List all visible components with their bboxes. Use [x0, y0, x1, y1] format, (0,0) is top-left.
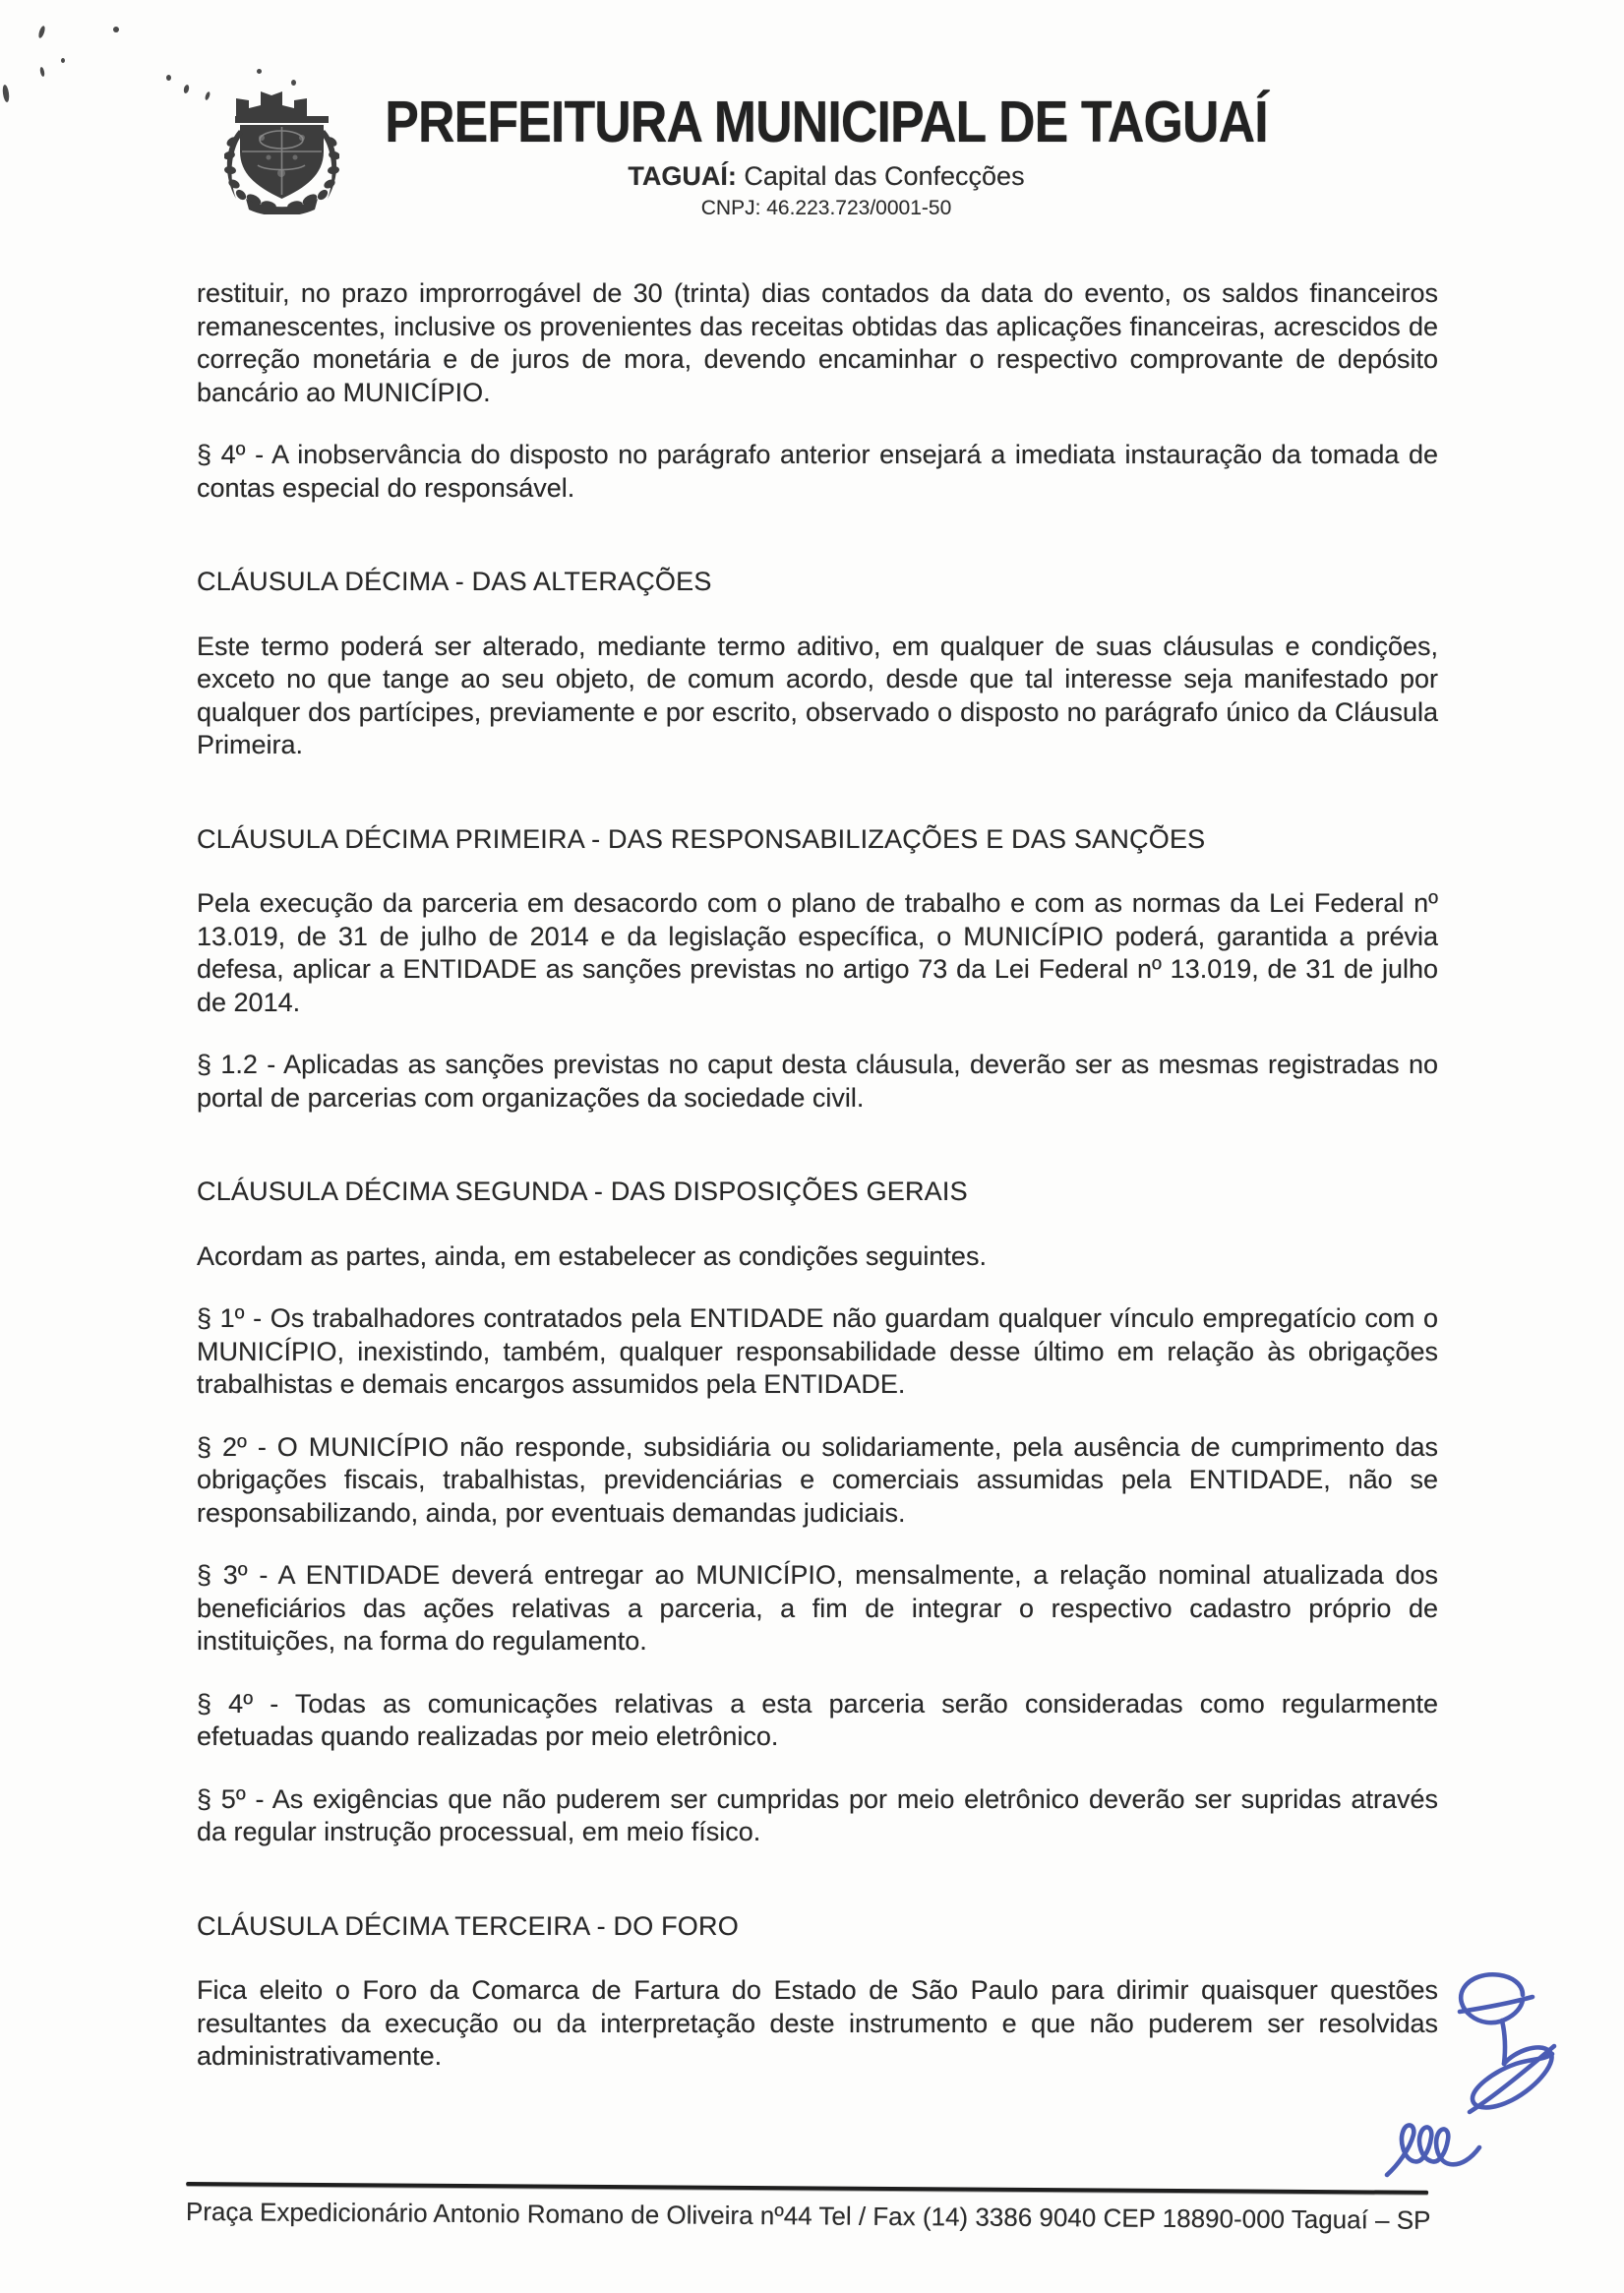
scan-speckle: [257, 69, 262, 74]
scan-speckle: [205, 91, 211, 101]
scan-speckle: [166, 75, 171, 81]
org-subtitle: [216, 161, 1436, 192]
document-body: [197, 277, 1438, 2103]
body-paragraph: § 4º - Todas as comunicações relativas a esta parceria serão consideradas como regularmente efetuadas quando realizadas por meio eletrônico.: [197, 1688, 1438, 1751]
footer-divider: [186, 2182, 1428, 2195]
scan-speckle: [183, 85, 190, 94]
org-subtitle-city: TAGUAÍ:: [628, 161, 737, 192]
body-paragraph: § 3º - A ENTIDADE deverá entregar ao MUNICÍPIO, mensalmente, a relação nominal atualizada dos beneficiários das ações relativas a parceria, a fim de integrar o respectivo cadastro próprio de instituições, na forma do regulamento.: [197, 1560, 1438, 1656]
body-paragraph: restituir, no prazo improrrogável de 30 (trinta) dias contados da data do evento, os saldos financeiros remanescentes, inclusive os provenientes das receitas obtidas das aplicações financeiras, acrescidos de correção monetária e de juros de mora, devendo encaminhar o respectivo comprovante de depósito bancário ao MUNICÍPIO.: [197, 278, 1438, 407]
clause-heading: CLÁUSULA DÉCIMA - DAS ALTERAÇÕES: [197, 567, 712, 596]
signature-scribble: [1365, 1916, 1613, 2223]
scan-speckle: [37, 26, 46, 39]
body-paragraph: § 5º - As exigências que não puderem ser cumpridas por meio eletrônico deverão ser supridas através da regular instrução processual, em meio físico.: [197, 1783, 1438, 1846]
scan-speckle: [2, 85, 10, 103]
body-paragraph: Este termo poderá ser alterado, mediante termo aditivo, em qualquer de suas cláusulas e condições, exceto no que tange ao seu objeto, de comum acordo, desde que tal interesse seja manifestado por qualquer dos partícipes, previamente e por escrito, observado o disposto no parágrafo único da Cláusula Primeira.: [197, 631, 1438, 759]
body-paragraph: Pela execução da parceria em desacordo com o plano de trabalho e com as normas da Lei Federal nº 13.019, de 31 de julho de 2014 e da legislação específica, o MUNICÍPIO poderá, garantida a prévia defesa, aplicar a ENTIDADE as sanções previstas no artigo 73 da Lei Federal nº 13.019, de 31 de julho de 2014.: [197, 888, 1438, 1017]
clause-heading: CLÁUSULA DÉCIMA TERCEIRA - DO FORO: [197, 1910, 739, 1941]
scan-speckle: [61, 58, 65, 63]
org-subtitle-motto: Capital das Confecções: [736, 161, 1025, 192]
body-paragraph: § 2º - O MUNICÍPIO não responde, subsidiária ou solidariamente, pela ausência de cumprimento das obrigações fiscais, trabalhistas, previdenciárias e comerciais assumidas pela ENTIDADE, não se responsabilizando, ainda, por eventuais demandas judiciais.: [197, 1431, 1438, 1528]
org-title: PREFEITURA MUNICIPAL DE TAGUAÍ: [385, 90, 1268, 154]
clause-heading: CLÁUSULA DÉCIMA PRIMEIRA - DAS RESPONSABILIZAÇÕES E DAS SANÇÕES: [197, 823, 1206, 854]
scan-speckle: [113, 27, 119, 32]
page-footer: [185, 2182, 1431, 2236]
letterhead: [0, 0, 1624, 266]
body-paragraph: § 4º - A inobservância do disposto no parágrafo anterior ensejará a imediata instauração da tomada de contas especial do responsável.: [197, 440, 1438, 503]
body-paragraph: Fica eleito o Foro da Comarca de Fartura do Estado de São Paulo para dirimir quaisquer questões resultantes da execução ou da interpretação deste instrumento e que não puderem ser resolvidas administrativamente.: [197, 1975, 1438, 2071]
org-cnpj: CNPJ: 46.223.723/0001-50: [700, 197, 952, 220]
body-paragraph: § 1.2 - Aplicadas as sanções previstas no caput desta cláusula, deverão ser as mesmas registradas no portal de parcerias com organizações da sociedade civil.: [197, 1050, 1438, 1113]
footer-address: Praça Expedicionário Antonio Romano de Oliveira nº44 Tel / Fax (14) 3386 9040 CEP 18890-000 Taguaí – SP: [185, 2197, 1431, 2235]
body-paragraph: Acordam as partes, ainda, em estabelecer as condições seguintes.: [197, 1240, 987, 1271]
letterhead-text: [216, 92, 1436, 220]
scan-speckle: [291, 80, 296, 86]
scan-speckle: [39, 67, 45, 78]
body-paragraph: § 1º - Os trabalhadores contratados pela ENTIDADE não guardam qualquer vínculo empregatício com o MUNICÍPIO, inexistindo, também, qualquer responsabilidade desse último em relação às obrigações trabalhistas e demais encargos assumidos pela ENTIDADE.: [197, 1303, 1438, 1399]
clause-heading: CLÁUSULA DÉCIMA SEGUNDA - DAS DISPOSIÇÕES GERAIS: [197, 1177, 968, 1206]
